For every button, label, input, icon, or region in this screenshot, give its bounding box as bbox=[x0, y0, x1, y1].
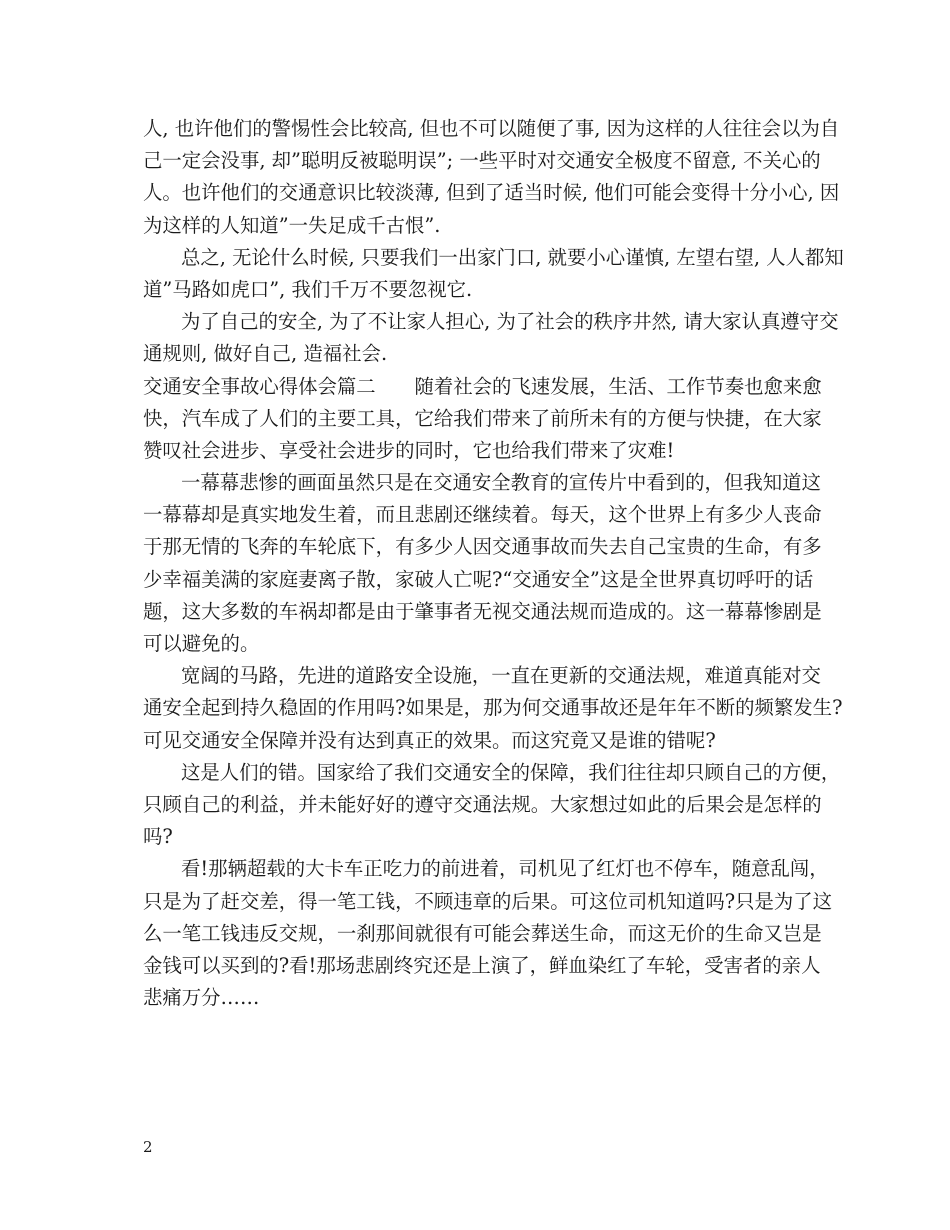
page-number: 2 bbox=[143, 1138, 153, 1156]
text-line: 为了自己的安全, 为了不让家人担心, 为了社会的秩序井然, 请大家认真遵守交 bbox=[181, 310, 839, 334]
text-line: 人, 也许他们的警惕性会比较高, 但也不可以随便了事, 因为这样的人往往会以为自 bbox=[143, 117, 840, 140]
text-line: 快，汽车成了人们的主要工具，它给我们带来了前所未有的方便与快捷，在大家 bbox=[143, 406, 822, 430]
text-line: 交通安全事故心得体会篇二 随着社会的飞速发展，生活、工作节奏也愈来愈 bbox=[143, 374, 822, 398]
text-line: 于那无情的飞奔的车轮底下，有多少人因交通事故而失去自己宝贵的生命，有多 bbox=[143, 535, 822, 559]
text-line: 通规则, 做好自己, 造福社会. bbox=[143, 342, 388, 366]
text-line: 只顾自己的利益，并未能好好的遵守交通法规。大家想过如此的后果会是怎样的 bbox=[143, 792, 822, 816]
text-line: 金钱可以买到的?看!那场悲剧终究还是上演了，鲜血染红了车轮，受害者的亲人 bbox=[143, 953, 821, 977]
text-line: 宽阔的马路，先进的道路安全设施，一直在更新的交通法规，难道真能对交 bbox=[181, 664, 821, 688]
text-line: 吗? bbox=[143, 825, 173, 849]
text-line: 只是为了赶交差，得一笔工钱，不顾违章的后果。可这位司机知道吗?只是为了这 bbox=[143, 889, 833, 913]
text-line: 么一笔工钱违反交规，一刹那间就很有可能会葬送生命，而这无价的生命又岂是 bbox=[143, 921, 822, 945]
text-line: 悲痛万分…… bbox=[143, 986, 260, 1010]
text-line: 一幕幕悲惨的画面虽然只是在交通安全教育的宣传片中看到的，但我知道这 bbox=[181, 471, 821, 495]
text-line: 人。也许他们的交通意识比较淡薄, 但到了适当时候, 他们可能会变得十分小心, 因 bbox=[143, 181, 840, 205]
text-line: 题，这大多数的车祸却都是由于肇事者无视交通法规而造成的。这一幕幕惨剧是 bbox=[143, 599, 822, 623]
text-line: 己一定会没事, 却”聪明反被聪明误”; 一些平时对交通安全极度不留意, 不关心的 bbox=[143, 149, 821, 173]
text-line: 可见交通安全保障并没有达到真正的效果。而这究竟又是谁的错呢? bbox=[143, 728, 716, 752]
text-line: 这是人们的错。国家给了我们交通安全的保障，我们往往却只顾自己的方便， bbox=[181, 760, 841, 784]
text-line: 为这样的人知道”一失足成千古恨”. bbox=[143, 213, 441, 237]
text-line: 赞叹社会进步、享受社会进步的同时，它也给我们带来了灾难! bbox=[143, 438, 675, 462]
text-line: 通安全起到持久稳固的作用吗?如果是，那为何交通事故还是年年不断的频繁发生? bbox=[143, 696, 843, 720]
text-line: 道”马路如虎口”, 我们千万不要忽视它. bbox=[143, 277, 473, 301]
text-line: 总之, 无论什么时候, 只要我们一出家门口, 就要小心谨慎, 左望右望, 人人都知 bbox=[181, 245, 844, 269]
text-line: 看!那辆超载的大卡车正吃力的前进着，司机见了红灯也不停车，随意乱闯， bbox=[181, 857, 829, 881]
document-body bbox=[143, 113, 844, 1014]
text-line: 一幕幕却是真实地发生着，而且悲剧还继续着。每天，这个世界上有多少人丧命 bbox=[143, 503, 822, 527]
text-line: 可以避免的。 bbox=[143, 632, 260, 655]
text-line: 少幸福美满的家庭妻离子散，家破人亡呢?“交通安全”这是全世界真切呼吁的话 bbox=[143, 567, 814, 591]
